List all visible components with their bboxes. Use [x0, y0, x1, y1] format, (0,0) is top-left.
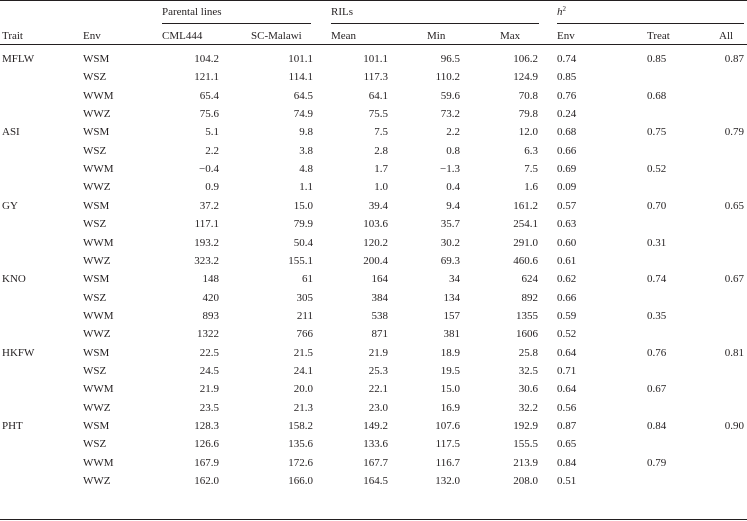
cell-max: 213.9: [513, 456, 538, 469]
cell-min: 15.0: [440, 383, 460, 396]
cell-mean: 538: [371, 309, 388, 322]
cell-cml444: 1322: [197, 328, 219, 341]
cell-treat: 0.84: [647, 420, 667, 432]
cell-mean: 64.1: [368, 89, 388, 102]
cell-sc-malawi: 61: [302, 273, 313, 286]
cell-sc-malawi: 15.0: [293, 199, 313, 212]
cell-cml444: 128.3: [194, 420, 219, 432]
cell-env: WSM: [83, 420, 110, 432]
cell-sc-malawi: 101.1: [288, 53, 313, 65]
cell-sc-malawi: 20.0: [293, 383, 313, 396]
col-header-min: Min: [427, 30, 446, 42]
cell-sc-malawi: 64.5: [293, 89, 313, 102]
cell-sc-malawi: 1.1: [299, 181, 313, 194]
cell-h2-env: 0.65: [557, 438, 577, 451]
cell-min: 132.0: [435, 475, 460, 488]
col-header-max: Max: [500, 30, 521, 42]
cell-mean: 23.0: [368, 401, 388, 414]
cell-env: WWM: [83, 456, 114, 469]
cell-mean: 167.7: [363, 456, 388, 469]
cell-h2-env: 0.85: [557, 71, 577, 84]
cell-env: WWM: [83, 309, 114, 322]
cell-min: 73.2: [440, 108, 460, 121]
cell-sc-malawi: 79.9: [293, 218, 313, 231]
cell-sc-malawi: 166.0: [288, 475, 313, 488]
cell-max: 25.8: [518, 346, 538, 359]
cell-all: 0.87: [724, 53, 744, 65]
cell-treat: 0.76: [647, 346, 667, 359]
cell-h2-env: 0.84: [557, 456, 577, 469]
cell-mean: 101.1: [363, 53, 388, 65]
cell-mean: 871: [371, 328, 388, 341]
cell-h2-env: 0.71: [557, 364, 577, 377]
cell-min: 19.5: [440, 364, 460, 377]
cell-mean: 25.3: [368, 364, 388, 377]
cell-h2-env: 0.69: [557, 163, 577, 176]
cell-sc-malawi: 172.6: [288, 456, 313, 469]
cell-cml444: 65.4: [199, 89, 219, 102]
cell-max: 1606: [516, 328, 538, 341]
col-header-all: All: [719, 30, 734, 42]
cell-mean: 384: [371, 291, 388, 304]
cell-min: 35.7: [440, 218, 460, 231]
cell-min: 117.5: [435, 438, 460, 451]
cell-min: 69.3: [440, 254, 460, 267]
cell-max: 161.2: [513, 199, 538, 212]
cell-max: 7.5: [524, 163, 538, 176]
header-rule: [0, 44, 747, 45]
cell-mean: 164.5: [363, 475, 388, 488]
cell-treat: 0.85: [647, 53, 667, 65]
cell-sc-malawi: 50.4: [293, 236, 313, 249]
cell-mean: 22.1: [368, 383, 388, 396]
top-rule: [0, 0, 747, 1]
cell-min: 0.4: [446, 181, 460, 194]
cell-env: WWM: [83, 236, 114, 249]
cell-mean: 103.6: [363, 218, 388, 231]
cell-h2-env: 0.63: [557, 218, 577, 231]
cell-cml444: 162.0: [194, 475, 219, 488]
cell-env: WSM: [83, 53, 110, 65]
cell-cml444: 117.1: [194, 218, 219, 231]
cell-max: 6.3: [524, 144, 538, 157]
cell-env: WSZ: [83, 71, 107, 84]
cell-min: 110.2: [435, 71, 460, 84]
cell-min: 134: [443, 291, 460, 304]
cell-env: WSM: [83, 126, 110, 139]
cell-sc-malawi: 135.6: [288, 438, 313, 451]
cell-max: 291.0: [513, 236, 538, 249]
cell-trait: MFLW: [2, 53, 35, 65]
cell-treat: 0.67: [647, 383, 667, 396]
cell-env: WWZ: [83, 401, 111, 414]
cell-max: 12.0: [518, 126, 538, 139]
cell-max: 155.5: [513, 438, 538, 451]
cell-min: 107.6: [435, 420, 460, 432]
group-rule-h2: [557, 23, 744, 24]
cell-min: 34: [449, 273, 460, 286]
cell-max: 208.0: [513, 475, 538, 488]
cell-treat: 0.74: [647, 273, 667, 286]
cell-cml444: 167.9: [194, 456, 219, 469]
cell-env: WWZ: [83, 181, 111, 194]
col-header-trait: Trait: [2, 30, 23, 42]
cell-env: WSZ: [83, 218, 107, 231]
cell-trait: KNO: [2, 273, 26, 286]
cell-min: 157: [443, 309, 460, 322]
col-header-sc-malawi: SC-Malawi: [251, 30, 302, 42]
cell-min: 96.5: [440, 53, 460, 65]
cell-mean: 117.3: [363, 71, 388, 84]
cell-treat: 0.79: [647, 456, 667, 469]
cell-all: 0.67: [724, 273, 744, 286]
cell-max: 624: [521, 273, 538, 286]
cell-env: WWM: [83, 89, 114, 102]
group-header-rils: RILs: [331, 6, 353, 18]
cell-env: WSM: [83, 273, 110, 286]
col-header-mean: Mean: [331, 30, 357, 42]
cell-h2-env: 0.64: [557, 346, 577, 359]
cell-mean: 7.5: [374, 126, 388, 139]
cell-cml444: 893: [202, 309, 219, 322]
cell-max: 32.2: [518, 401, 538, 414]
cell-treat: 0.52: [647, 163, 667, 176]
cell-max: 254.1: [513, 218, 538, 231]
bottom-rule: [0, 519, 747, 520]
cell-treat: 0.75: [647, 126, 667, 139]
cell-mean: 21.9: [368, 346, 388, 359]
cell-sc-malawi: 158.2: [288, 420, 313, 432]
cell-cml444: 22.5: [199, 346, 219, 359]
cell-h2-env: 0.87: [557, 420, 577, 432]
cell-treat: 0.31: [647, 236, 667, 249]
cell-h2-env: 0.24: [557, 108, 577, 121]
group-rule-rils: [331, 23, 539, 24]
cell-cml444: 0.9: [205, 181, 219, 194]
cell-max: 32.5: [518, 364, 538, 377]
cell-sc-malawi: 211: [296, 309, 313, 322]
cell-h2-env: 0.52: [557, 328, 577, 341]
cell-max: 1355: [516, 309, 538, 322]
cell-env: WWM: [83, 383, 114, 396]
cell-cml444: 24.5: [199, 364, 219, 377]
col-header-cml444: CML444: [162, 30, 203, 42]
cell-h2-env: 0.60: [557, 236, 577, 249]
cell-cml444: 21.9: [199, 383, 219, 396]
cell-h2-env: 0.51: [557, 475, 577, 488]
group-header-parental: Parental lines: [162, 6, 222, 18]
cell-env: WWZ: [83, 328, 111, 341]
cell-h2-env: 0.61: [557, 254, 577, 267]
cell-mean: 75.5: [368, 108, 388, 121]
cell-min: 9.4: [446, 199, 460, 212]
cell-env: WSZ: [83, 364, 107, 377]
cell-treat: 0.35: [647, 309, 667, 322]
cell-h2-env: 0.66: [557, 144, 577, 157]
cell-env: WWZ: [83, 254, 111, 267]
cell-cml444: 75.6: [199, 108, 219, 121]
cell-min: 16.9: [440, 401, 460, 414]
cell-mean: 120.2: [363, 236, 388, 249]
cell-all: 0.65: [724, 199, 744, 212]
cell-h2-env: 0.68: [557, 126, 577, 139]
cell-trait: HKFW: [2, 346, 35, 359]
cell-env: WSZ: [83, 438, 107, 451]
cell-mean: 1.0: [374, 181, 388, 194]
cell-env: WSM: [83, 199, 110, 212]
cell-cml444: 126.6: [194, 438, 219, 451]
cell-max: 79.8: [518, 108, 538, 121]
cell-cml444: 23.5: [199, 401, 219, 414]
cell-sc-malawi: 21.3: [293, 401, 313, 414]
cell-sc-malawi: 3.8: [299, 144, 313, 157]
cell-env: WSZ: [83, 144, 107, 157]
group-rule-parental: [162, 23, 311, 24]
cell-sc-malawi: 4.8: [299, 163, 313, 176]
cell-min: 0.8: [446, 144, 460, 157]
cell-min: 381: [443, 328, 460, 341]
cell-mean: 200.4: [363, 254, 388, 267]
cell-min: 18.9: [440, 346, 460, 359]
col-header-treat: Treat: [647, 30, 670, 42]
cell-max: 460.6: [513, 254, 538, 267]
cell-h2-env: 0.56: [557, 401, 577, 414]
cell-cml444: 323.2: [194, 254, 219, 267]
cell-cml444: 193.2: [194, 236, 219, 249]
cell-trait: GY: [2, 199, 18, 212]
cell-mean: 149.2: [363, 420, 388, 432]
cell-sc-malawi: 305: [296, 291, 313, 304]
cell-cml444: 104.2: [194, 53, 219, 65]
col-header-h2-env: Env: [557, 30, 575, 42]
cell-h2-env: 0.74: [557, 53, 577, 65]
cell-env: WSM: [83, 346, 110, 359]
cell-h2-env: 0.57: [557, 199, 577, 212]
cell-mean: 1.7: [374, 163, 388, 176]
cell-max: 30.6: [518, 383, 538, 396]
cell-cml444: 148: [202, 273, 219, 286]
cell-sc-malawi: 9.8: [299, 126, 313, 139]
cell-sc-malawi: 74.9: [293, 108, 313, 121]
cell-mean: 133.6: [363, 438, 388, 451]
cell-mean: 164: [371, 273, 388, 286]
cell-sc-malawi: 24.1: [293, 364, 313, 377]
cell-sc-malawi: 766: [296, 328, 313, 341]
cell-max: 124.9: [513, 71, 538, 84]
cell-sc-malawi: 114.1: [288, 71, 313, 84]
cell-h2-env: 0.09: [557, 181, 577, 194]
cell-cml444: −0.4: [199, 163, 219, 176]
cell-mean: 2.8: [374, 144, 388, 157]
cell-min: 59.6: [440, 89, 460, 102]
cell-cml444: 420: [202, 291, 219, 304]
cell-h2-env: 0.64: [557, 383, 577, 396]
cell-max: 70.8: [518, 89, 538, 102]
cell-all: 0.90: [724, 420, 744, 432]
cell-sc-malawi: 21.5: [293, 346, 313, 359]
cell-all: 0.79: [724, 126, 744, 139]
cell-trait: PHT: [2, 420, 23, 432]
cell-h2-env: 0.62: [557, 273, 577, 286]
cell-treat: 0.68: [647, 89, 667, 102]
cell-mean: 39.4: [368, 199, 388, 212]
cell-env: WWZ: [83, 108, 111, 121]
cell-h2-env: 0.76: [557, 89, 577, 102]
group-header-h2: $h^2$: [557, 5, 566, 18]
cell-cml444: 37.2: [199, 199, 219, 212]
cell-treat: 0.70: [647, 199, 667, 212]
cell-env: WSZ: [83, 291, 107, 304]
cell-h2-env: 0.66: [557, 291, 577, 304]
cell-cml444: 5.1: [205, 126, 219, 139]
cell-cml444: 121.1: [194, 71, 219, 84]
col-header-env: Env: [83, 30, 101, 42]
cell-cml444: 2.2: [205, 144, 219, 157]
cell-h2-env: 0.59: [557, 309, 577, 322]
cell-trait: ASI: [2, 126, 20, 139]
cell-max: 1.6: [524, 181, 538, 194]
cell-sc-malawi: 155.1: [288, 254, 313, 267]
cell-max: 106.2: [513, 53, 538, 65]
cell-min: 116.7: [435, 456, 460, 469]
cell-max: 892: [521, 291, 538, 304]
cell-min: 30.2: [440, 236, 460, 249]
cell-max: 192.9: [513, 420, 538, 432]
cell-env: WWZ: [83, 475, 111, 488]
cell-env: WWM: [83, 163, 114, 176]
cell-min: −1.3: [440, 163, 460, 176]
cell-min: 2.2: [446, 126, 460, 139]
cell-all: 0.81: [724, 346, 744, 359]
